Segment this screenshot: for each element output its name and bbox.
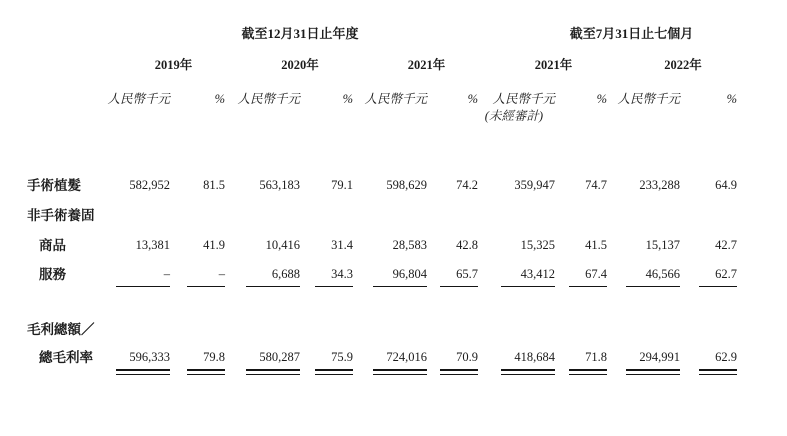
row-label: 非手術養固 xyxy=(27,207,95,223)
unit-header-row xyxy=(0,75,787,110)
value-cell: 233,288 xyxy=(639,178,681,193)
double-rule xyxy=(699,369,737,375)
unit-pct-label: % xyxy=(214,92,225,107)
value-cell: 74.2 xyxy=(456,178,479,193)
value-cell: 13,381 xyxy=(135,238,170,253)
value-cell: 724,016 xyxy=(386,349,427,364)
value-cell: 294,991 xyxy=(639,349,681,364)
spacer-row xyxy=(0,287,787,318)
value-cell: 596,333 xyxy=(129,349,170,364)
value-cell: 42.8 xyxy=(456,238,479,253)
value-cell: 34.3 xyxy=(331,267,353,281)
row-label: 商品 xyxy=(39,237,66,253)
value-cell: – xyxy=(163,267,170,281)
year-header-2022: 2022年 xyxy=(664,58,702,73)
value-cell: 46,566 xyxy=(645,267,681,281)
unit-pct-label: % xyxy=(726,92,738,107)
value-cell: 79.8 xyxy=(203,349,225,364)
spacer-row xyxy=(0,135,787,171)
year-header-2021-interim: 2021年 xyxy=(534,58,573,73)
year-header-2019: 2019年 xyxy=(154,58,193,73)
unit-rmb-label: 人民幣千元 xyxy=(107,92,170,107)
unit-pct-label: % xyxy=(342,92,353,107)
unaudited-note-row xyxy=(0,110,787,135)
value-cell: 359,947 xyxy=(514,178,556,193)
value-cell: 71.8 xyxy=(585,349,608,364)
value-cell: 62.7 xyxy=(715,267,738,281)
value-cell: – xyxy=(218,267,225,281)
double-rule xyxy=(187,369,225,375)
value-cell: 31.4 xyxy=(331,238,353,253)
value-cell: 598,629 xyxy=(386,178,427,193)
year-header-2020: 2020年 xyxy=(281,58,319,73)
row-label: 毛利總額／ xyxy=(27,322,95,338)
row-label: 服務 xyxy=(39,267,66,282)
period-header-seven-months: 截至7月31日止七個月 xyxy=(569,26,694,42)
value-cell: 41.9 xyxy=(203,238,225,253)
value-cell: 79.1 xyxy=(331,178,353,193)
period-header-annual: 截至12月31日止年度 xyxy=(241,26,359,42)
value-cell: 41.5 xyxy=(585,238,608,253)
double-rule xyxy=(315,369,353,375)
table-row-non-surgical xyxy=(0,201,787,231)
value-cell: 75.9 xyxy=(331,349,353,364)
value-cell: 15,137 xyxy=(645,238,681,253)
value-cell: 563,183 xyxy=(259,178,300,193)
unit-pct-label: % xyxy=(596,92,608,107)
unit-rmb-label: 人民幣千元 xyxy=(492,92,556,107)
year-header-2021: 2021年 xyxy=(407,58,446,73)
table-row-gross-margin-total xyxy=(0,344,787,375)
year-header-row xyxy=(0,42,787,75)
unaudited-note: (未經審計) xyxy=(484,109,544,123)
double-rule xyxy=(626,369,680,375)
value-cell: 81.5 xyxy=(203,178,225,193)
value-cell: 10,416 xyxy=(265,238,300,253)
unit-rmb-label: 人民幣千元 xyxy=(364,92,427,107)
value-cell: 70.9 xyxy=(456,349,479,364)
period-header-row xyxy=(0,16,787,42)
unit-rmb-label: 人民幣千元 xyxy=(617,92,681,107)
table-row-services xyxy=(0,261,787,287)
double-rule xyxy=(116,369,170,375)
value-cell: 64.9 xyxy=(715,178,738,193)
double-rule xyxy=(246,369,300,375)
unit-pct-label: % xyxy=(467,92,479,107)
double-rule xyxy=(373,369,427,375)
value-cell: 582,952 xyxy=(129,178,170,193)
value-cell: 43,412 xyxy=(520,267,556,281)
table-row-surgical-hair-transplant xyxy=(0,171,787,201)
double-rule xyxy=(569,369,607,375)
value-cell: 6,688 xyxy=(271,267,300,281)
value-cell: 65.7 xyxy=(456,267,479,281)
value-cell: 42.7 xyxy=(715,238,738,253)
value-cell: 580,287 xyxy=(259,349,300,364)
value-cell: 67.4 xyxy=(585,267,608,281)
value-cell: 62.9 xyxy=(715,349,738,364)
value-cell: 74.7 xyxy=(585,178,608,193)
double-rule xyxy=(501,369,555,375)
row-label: 手術植髮 xyxy=(27,177,81,193)
table-row-gross-profit-label xyxy=(0,318,787,344)
table-row-goods xyxy=(0,231,787,261)
value-cell: 418,684 xyxy=(514,349,556,364)
value-cell: 15,325 xyxy=(520,238,556,253)
unit-rmb-label: 人民幣千元 xyxy=(237,92,300,107)
gross-profit-table xyxy=(0,16,787,375)
row-label: 總毛利率 xyxy=(39,349,93,365)
value-cell: 28,583 xyxy=(392,238,427,253)
value-cell: 96,804 xyxy=(392,267,427,281)
double-rule xyxy=(440,369,478,375)
